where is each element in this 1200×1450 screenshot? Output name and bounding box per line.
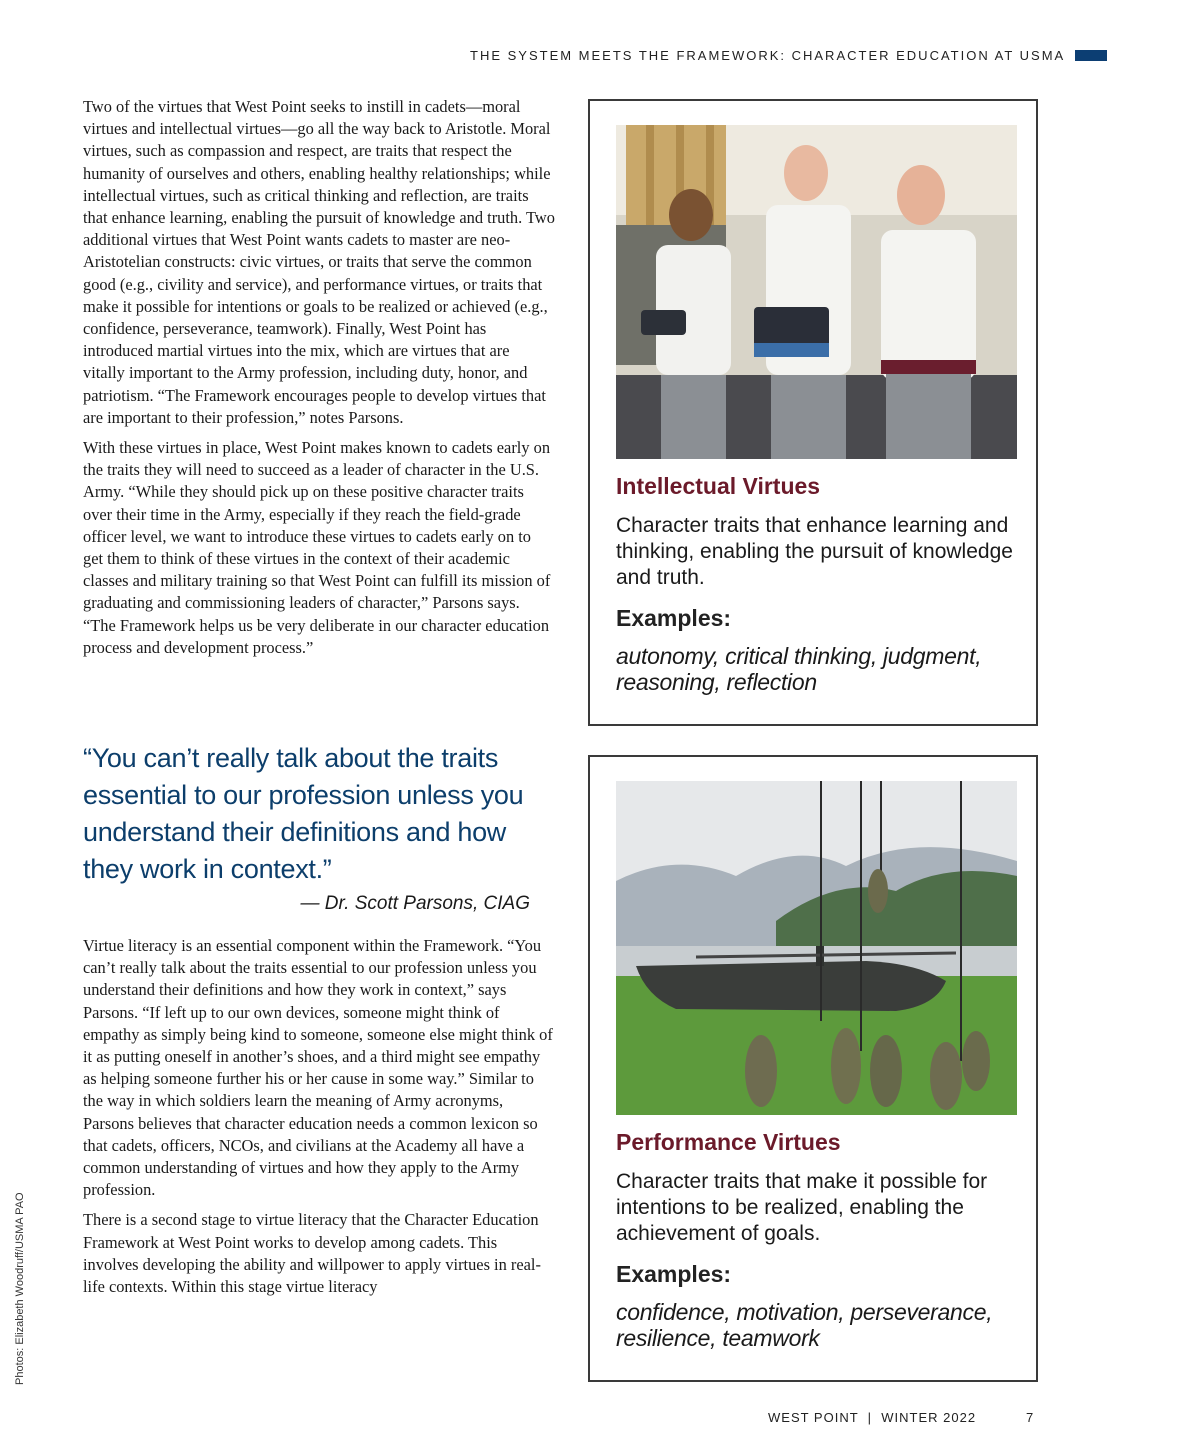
performance-virtues-box [588,755,1038,1382]
article-paragraph: There is a second stage to virtue literacy that the Character Education Framework at West Point works to develop among cadets. This involves developing the ability and willpower to apply virtues in real-life contexts. Within this stage virtue literacy [83,1210,541,1297]
examples-label: Examples: [616,1261,732,1287]
page-number: 7 [1026,1410,1034,1425]
article-paragraph: With these virtues in place, West Point makes known to cadets early on the traits they will need to succeed as a leader of character in the U.S. Army. “While they should pick up on these positive character traits over their time in the Army, especially if they reach the field-grade officer level, we want to introduce these virtues to cadets early on to get them to think of these virtues in the context of their academic classes and military training so that West Point can fulfill its mission of graduating and commissioning leaders of character,” Parsons says. “The Framework helps us be very deliberate in our character education process and development process.” [83,438,551,657]
footer-publication: WEST POINT | WINTER 2022 [768,1410,977,1425]
article-paragraph: Two of the virtues that West Point seeks to instill in cadets—moral virtues and intellectual virtues—go all the way back to Aristotle. Moral virtues, such as compassion and respect, are traits that respect the humanity of ourselves and others, enabling healthy relationships; while intellectual virtues, such as critical thinking and reflection, are traits that enhance learning, enabling the pursuit of knowledge and truth. Two additional virtues that West Point wants cadets to master are neo-Aristotelian constructs: civic virtues, or traits that serve the common good (e.g., civility and service), and performance virtues, or traits that make it possible for intentions or goals to be realized or achieved (e.g., confidence, perseverance, teamwork). Finally, West Point has introduced martial virtues into the mix, which are virtues that are vitally important to the Army profession, including duty, honor, and patriotism. “The Framework encourages people to develop virtues that are important to their profession,” notes Parsons. [83,97,555,427]
pull-quote-attribution: — Dr. Scott Parsons, CIAG [300,893,530,914]
cadets-photo [616,125,1017,459]
photo-credit: Photos: Elizabeth Woodruff/USMA PAO [14,1192,26,1385]
box-description: Character traits that enhance learning and thinking, enabling the pursuit of knowledge and truth. [616,514,1013,589]
pull-quote: “You can’t really talk about the traits essential to our profession unless you understand their definitions and how they work in context.” [83,743,524,884]
examples-label: Examples: [616,605,732,631]
running-header [470,48,1066,63]
box-title: Performance Virtues [616,1129,841,1155]
helicopter-rappel-photo [616,781,1017,1115]
examples-list: autonomy, critical thinking, judgment, reasoning, reflection [616,643,982,695]
article-paragraph: Virtue literacy is an essential component within the Framework. “You can’t really talk about the traits essential to our profession unless you understand their definitions and how they work in context,” says Parsons. “If left up to our own devices, someone might think of empathy as simply being kind to someone, someone else might think of it as putting oneself in another’s shoes, and a third might see empathy as helping someone further his or her cause in some way.” Similar to the way in which soldiers learn the meaning of Army acronyms, Parsons believes that character education needs a common lexicon so that cadets, officers, NCOs, and civilians at the Academy all have a common understanding of virtues and how they apply to the Army profession. [83,936,553,1200]
examples-list: confidence, motivation, perseverance, resilience, teamwork [616,1299,993,1351]
article-column-top [83,96,555,667]
box-description: Character traits that make it possible for intentions to be realized, enabling the achievement of goals. [616,1170,988,1245]
running-title: THE SYSTEM MEETS THE FRAMEWORK: CHARACTER EDUCATION AT USMA [470,48,1066,63]
box-title: Intellectual Virtues [616,473,821,499]
header-accent-bar [1075,50,1107,61]
article-column-bottom [83,935,555,1306]
intellectual-virtues-box [588,99,1038,726]
